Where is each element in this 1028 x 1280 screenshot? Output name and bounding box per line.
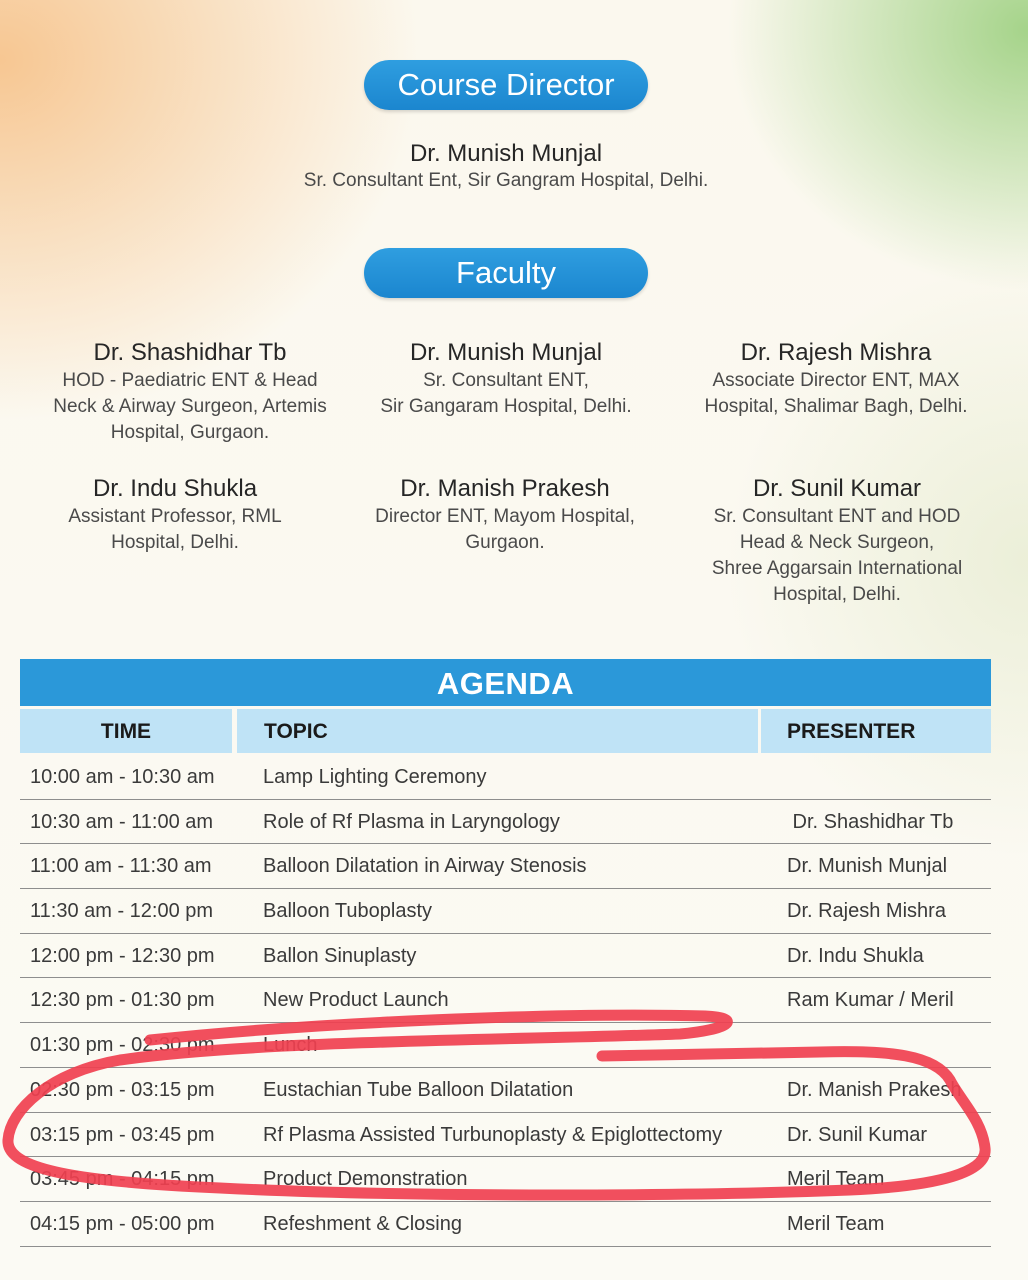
faculty-desc: HOD - Paediatric ENT & Head Neck & Airway Surgeon, Artemis Hospital, Gurgaon.	[53, 370, 327, 443]
faculty-desc: Sr. Consultant ENT and HOD Head & Neck Surgeon, Shree Aggarsain International Hospital, Delhi.	[711, 506, 963, 605]
course-director-name: Dr. Munish Munjal	[409, 140, 603, 167]
cell-topic: Eustachian Tube Balloon Dilatation	[263, 1078, 574, 1101]
column-header-topic: TOPIC	[237, 709, 758, 753]
faculty-desc: Assistant Professor, RML Hospital, Delhi.	[68, 506, 282, 553]
agenda-row	[20, 978, 991, 1023]
cell-presenter: Meril Team	[787, 1212, 885, 1235]
cell-time: 01:30 pm - 02:30 pm	[30, 1034, 215, 1057]
agenda-row	[20, 1157, 991, 1202]
agenda-row	[20, 934, 991, 979]
cell-topic: Role of Rf Plasma in Laryngology	[263, 810, 560, 833]
cell-time: 10:00 am - 10:30 am	[30, 766, 215, 788]
cell-topic: New Product Launch	[263, 989, 449, 1012]
course-director-heading: Course Director	[364, 60, 648, 110]
faculty-name: Dr. Shashidhar Tb	[93, 339, 287, 366]
course-director-desc: Sr. Consultant Ent, Sir Gangram Hospital, Delhi.	[303, 170, 709, 191]
cell-presenter: Dr. Indu Shukla	[787, 944, 924, 967]
column-header-time: TIME	[20, 709, 232, 753]
cell-time: 02:30 pm - 03:15 pm	[30, 1078, 215, 1101]
faculty-desc: Associate Director ENT, MAX Hospital, Shalimar Bagh, Delhi.	[704, 370, 968, 417]
cell-time: 11:00 am - 11:30 am	[30, 855, 212, 878]
cell-time: 04:15 pm - 05:00 pm	[30, 1212, 215, 1235]
agenda-row	[20, 1113, 991, 1158]
faculty-name: Dr. Rajesh Mishra	[740, 339, 932, 366]
cell-time: 03:15 pm - 03:45 pm	[30, 1123, 215, 1146]
cell-topic: Rf Plasma Assisted Turbunoplasty & Epiglottectomy	[263, 1123, 723, 1146]
agenda-row	[20, 1068, 991, 1113]
agenda-rows	[20, 755, 991, 1247]
cell-topic: Balloon Dilatation in Airway Stenosis	[263, 855, 587, 878]
agenda-row	[20, 800, 991, 845]
faculty-name: Dr. Munish Munjal	[409, 339, 603, 366]
cell-topic: Balloon Tuboplasty	[263, 900, 433, 923]
cell-time: 11:30 am - 12:00 pm	[30, 900, 214, 923]
cell-topic: Lunch	[263, 1034, 318, 1057]
cell-presenter: Dr. Shashidhar Tb	[787, 810, 954, 833]
cell-presenter: Dr. Munish Munjal	[787, 855, 948, 878]
agenda-row	[20, 889, 991, 934]
cell-presenter: Dr. Rajesh Mishra	[787, 900, 946, 923]
agenda-row	[20, 844, 991, 889]
cell-presenter: Meril Team	[787, 1168, 885, 1191]
faculty-desc: Sr. Consultant ENT, Sir Gangaram Hospital, Delhi.	[380, 370, 632, 417]
faculty-desc: Director ENT, Mayom Hospital, Gurgaon.	[375, 506, 635, 553]
agenda-row	[20, 1023, 991, 1068]
agenda-title: AGENDA	[20, 659, 991, 706]
cell-presenter: Ram Kumar / Meril	[787, 989, 954, 1012]
agenda-row	[20, 1202, 991, 1247]
cell-time: 03:45 pm - 04:15 pm	[30, 1168, 215, 1191]
cell-topic: Product Demonstration	[263, 1168, 468, 1191]
agenda-table	[20, 659, 991, 1247]
cell-time: 10:30 am - 11:00 am	[30, 810, 214, 833]
cell-topic: Refeshment & Closing	[263, 1212, 462, 1235]
cell-topic: Ballon Sinuplasty	[263, 944, 417, 967]
cell-presenter: Dr. Manish Prakesh	[787, 1078, 962, 1101]
faculty-name: Dr. Indu Shukla	[92, 475, 258, 502]
agenda-header-row	[20, 709, 991, 755]
cell-time: 12:30 pm - 01:30 pm	[30, 989, 215, 1012]
faculty-heading: Faculty	[364, 248, 648, 298]
faculty-name: Dr. Manish Prakesh	[400, 475, 610, 502]
agenda-row	[20, 755, 991, 800]
column-header-presenter: PRESENTER	[761, 709, 991, 753]
faculty-name: Dr. Sunil Kumar	[752, 475, 922, 502]
cell-topic: Lamp Lighting Ceremony	[263, 766, 487, 788]
cell-presenter: Dr. Sunil Kumar	[787, 1123, 928, 1146]
cell-time: 12:00 pm - 12:30 pm	[30, 944, 215, 967]
